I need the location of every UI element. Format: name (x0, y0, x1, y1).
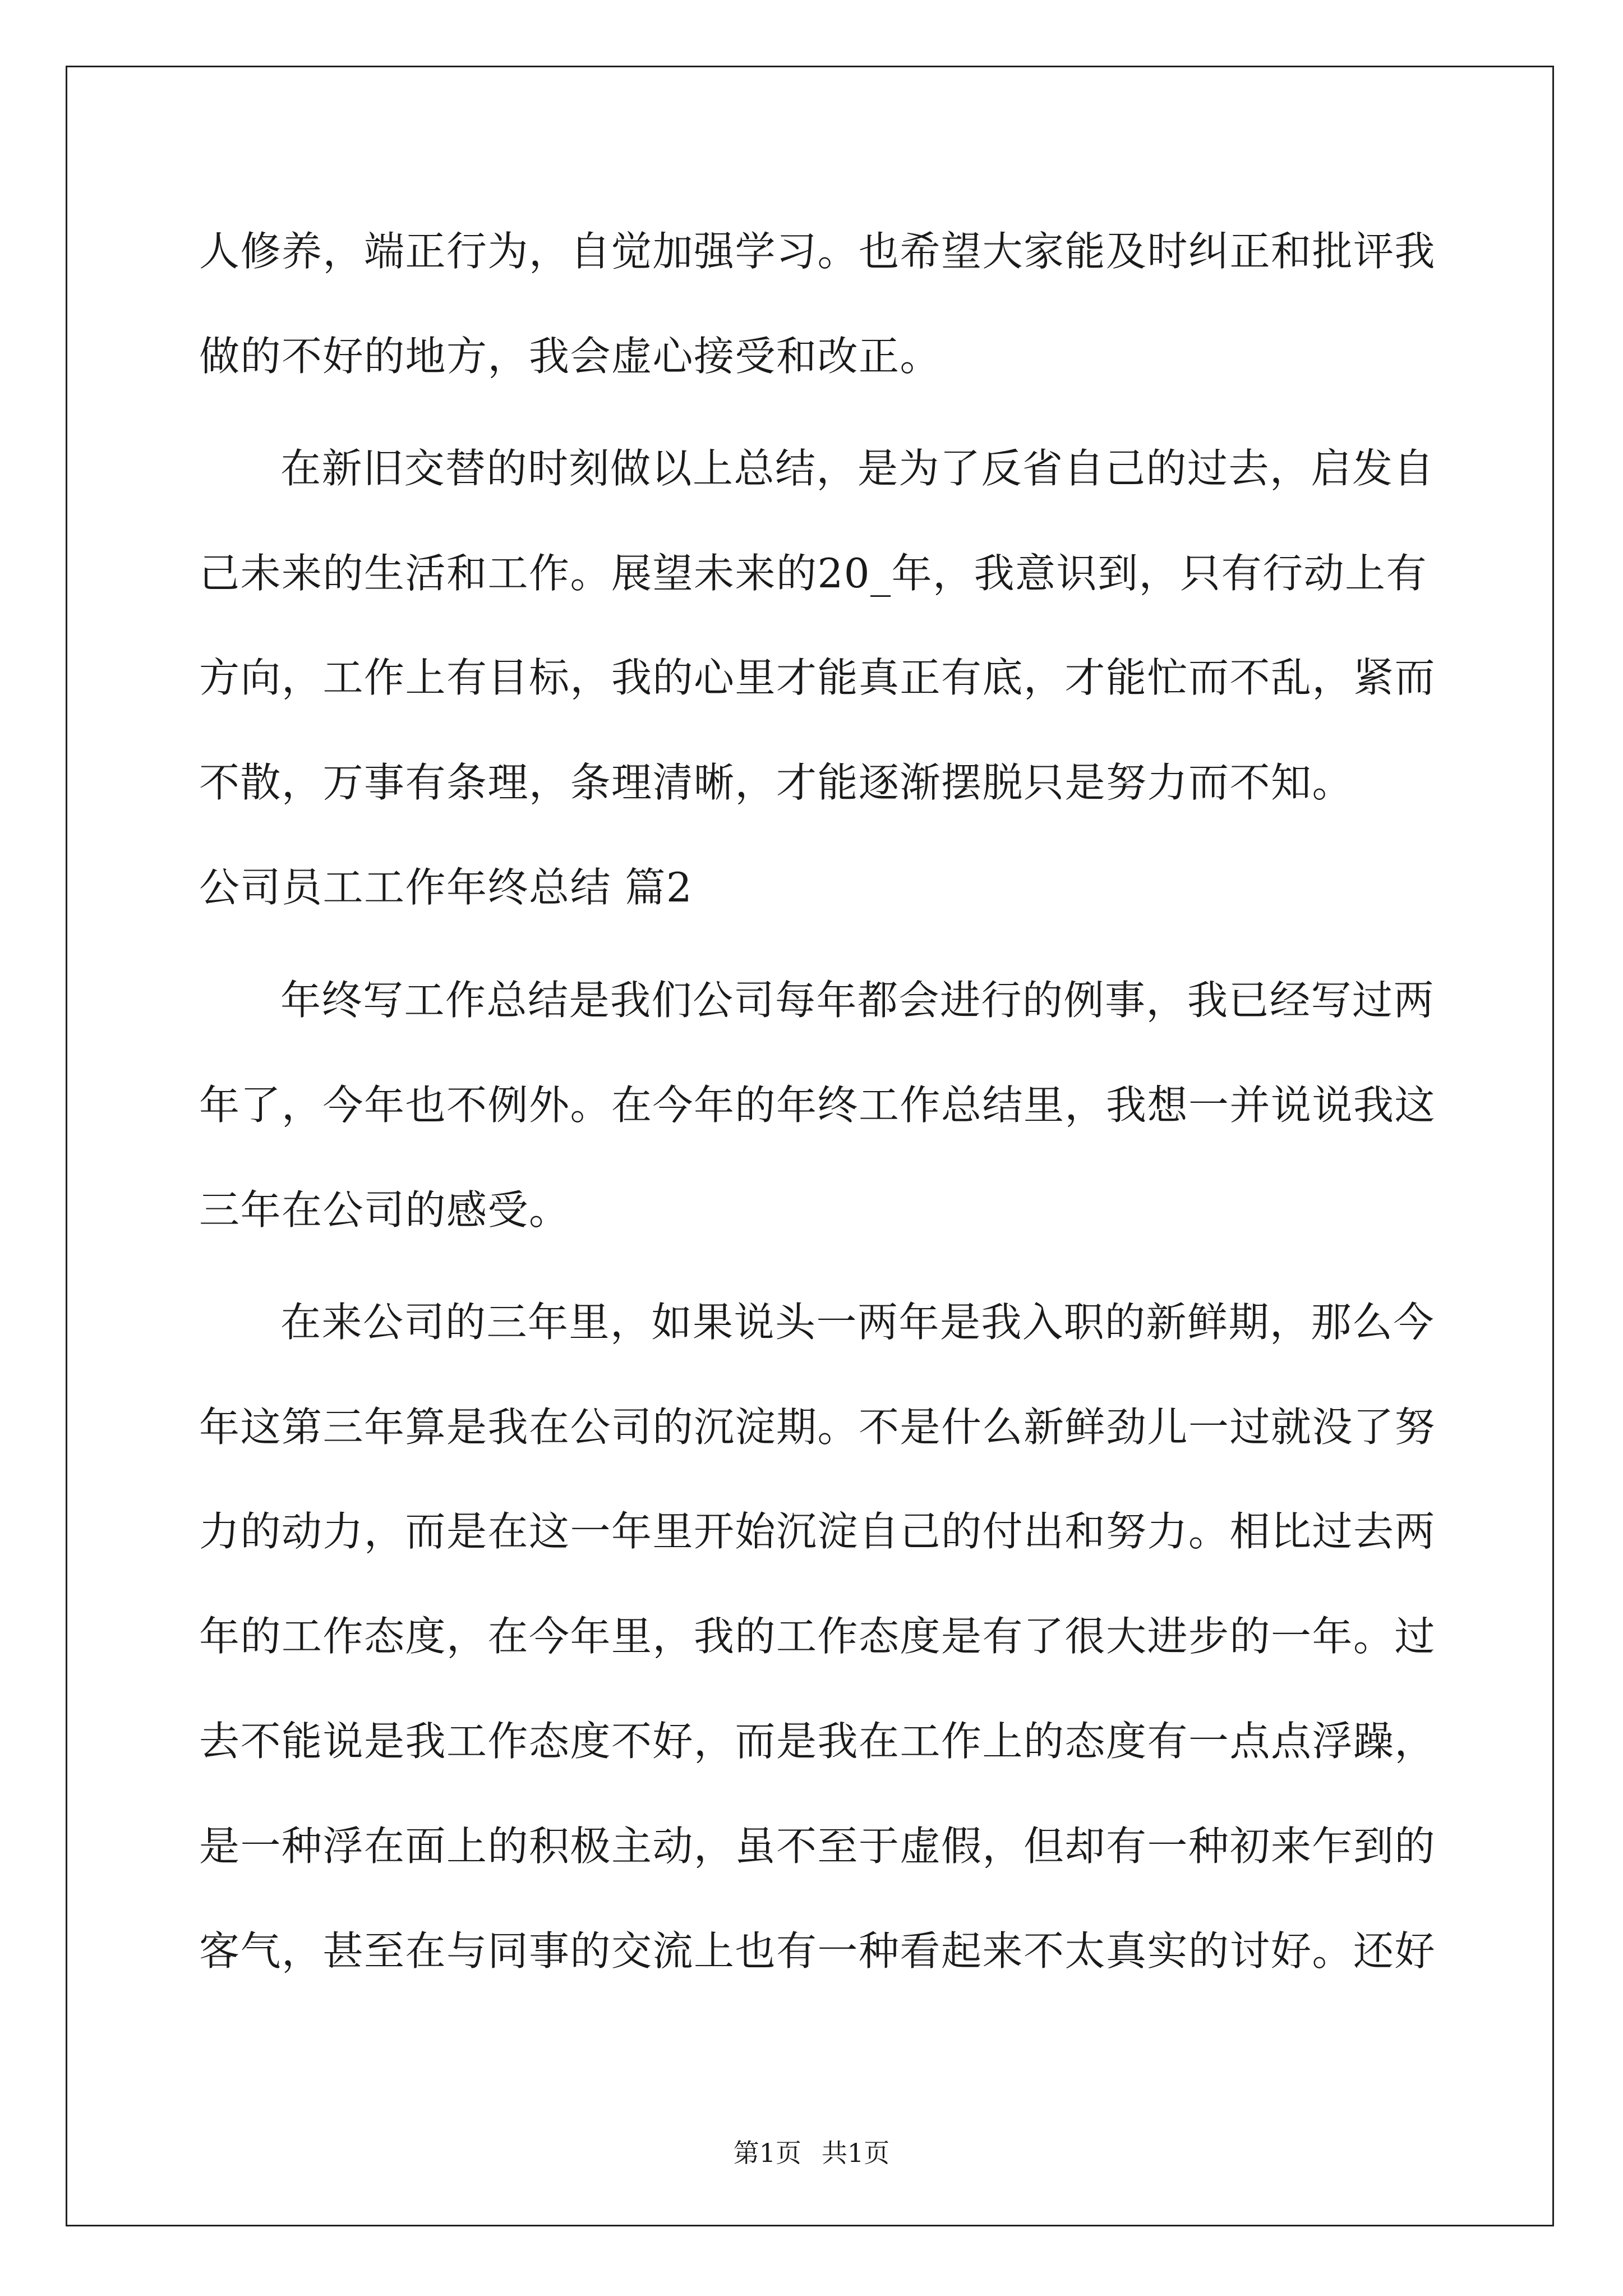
text-line: 力的动力，而是在这一年里开始沉淀自己的付出和努力。相比过去两 (199, 1508, 1436, 1555)
text-line: 人修养，端正行为，自觉加强学习。也希望大家能及时纠正和批评我 (199, 228, 1436, 275)
text-line: 三年在公司的感受。 (199, 1186, 570, 1234)
paragraph-start: 在新旧交替的时刻做以上总结，是为了反省自己的过去，启发自 (280, 445, 1435, 492)
text-line: 年了，今年也不例外。在今年的年终工作总结里，我想一并说说我这 (199, 1082, 1436, 1129)
text-line: 不散，万事有条理，条理清晰，才能逐渐摆脱只是努力而不知。 (199, 759, 1354, 806)
text-line: 年的工作态度，在今年里，我的工作态度是有了很大进步的一年。过 (199, 1613, 1436, 1660)
text-line: 客气，甚至在与同事的交流上也有一种看起来不太真实的讨好。还好 (199, 1927, 1436, 1975)
paragraph-start: 年终写工作总结是我们公司每年都会进行的例事，我已经写过两 (280, 977, 1435, 1024)
text-line: 方向，工作上有目标，我的心里才能真正有底，才能忙而不乱，紧而 (199, 654, 1436, 701)
section-heading: 公司员工工作年终总结 篇2 (199, 864, 693, 911)
text-line: 去不能说是我工作态度不好，而是我在工作上的态度有一点点浮躁， (199, 1718, 1436, 1765)
page-footer (0, 2136, 1623, 2170)
text-line: 己未来的生活和工作。展望未来的20_年，我意识到，只有行动上有 (199, 550, 1428, 597)
text-line: 是一种浮在面上的积极主动，虽不至于虚假，但却有一种初来乍到的 (199, 1823, 1436, 1870)
paragraph-start: 在来公司的三年里，如果说头一两年是我入职的新鲜期，那么今 (280, 1299, 1435, 1346)
text-line: 年这第三年算是我在公司的沉淀期。不是什么新鲜劲儿一过就没了努 (199, 1404, 1436, 1451)
text-line: 做的不好的地方，我会虚心接受和改正。 (199, 333, 942, 380)
page-number: 第1页 (733, 2138, 801, 2168)
page-total: 共1页 (822, 2138, 890, 2168)
page-border (66, 66, 1554, 2226)
